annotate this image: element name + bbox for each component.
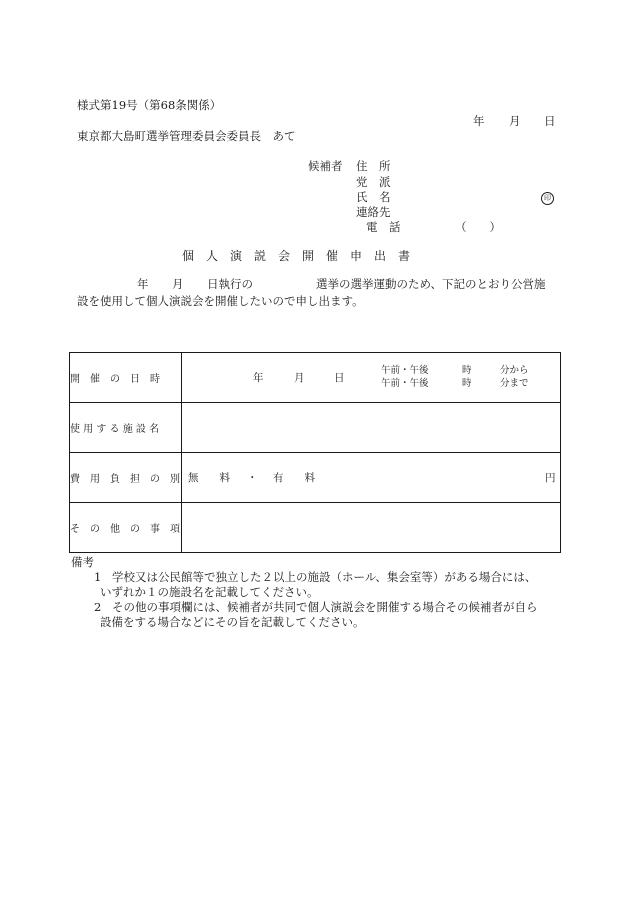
note-2-line-1: その他の事項欄には、候補者が共同で個人演説会を開催する場合その候補者が自ら	[112, 600, 538, 614]
candidate-contact-label: 連絡先	[356, 205, 391, 219]
fee-paid-option[interactable]: 有 料	[273, 472, 315, 484]
form-number: 様式第19号（第68条関係）	[77, 98, 222, 112]
table-row	[70, 453, 561, 503]
table-row	[70, 503, 561, 553]
other-field[interactable]	[182, 503, 561, 553]
dt-minute-to: 分まで	[500, 378, 529, 389]
note-1-line-2: いずれか１の施設名を記載してください。	[100, 585, 319, 599]
note-2-number: 2	[94, 600, 102, 614]
candidate-phone-label: 電 話	[366, 220, 401, 234]
candidate-phone-paren: （ ）	[455, 220, 501, 234]
dt-ampm-start: 午前・午後	[381, 365, 429, 376]
document-title: 個 人 演 説 会 開 催 申 出 書	[182, 249, 411, 263]
row-label-facility: 使 用 す る 施 設 名	[70, 403, 182, 453]
dt-month: 月	[294, 372, 305, 384]
dt-hour-start: 時	[462, 365, 472, 376]
table-row	[70, 353, 561, 403]
body-year: 年	[137, 277, 149, 291]
candidate-address-label: 住 所	[356, 159, 391, 173]
datetime-field[interactable]	[182, 353, 561, 403]
application-table	[69, 352, 561, 553]
body-line2: 設を使用して個人演説会を開催したいので申し出ます。	[77, 294, 364, 308]
addressee: 東京都大島町選挙管理委員会委員長 あて	[77, 129, 296, 143]
note-2-line-2: 設備をする場合などにその旨を記載してください。	[100, 615, 365, 629]
notes-heading: 備考	[71, 555, 94, 569]
facility-field[interactable]	[182, 403, 561, 453]
dt-ampm-end: 午前・午後	[381, 378, 429, 389]
row-label-other: そ の 他 の 事 項	[70, 503, 182, 553]
body-month: 月	[172, 277, 184, 291]
candidate-name-label: 氏 名	[356, 190, 391, 204]
table-row	[70, 403, 561, 453]
fee-field[interactable]	[182, 453, 561, 503]
dt-day: 日	[334, 372, 345, 384]
body-day-exec: 日執行の	[207, 277, 253, 291]
row-label-fee: 費 用 負 担 の 別	[70, 453, 182, 503]
fee-free-option[interactable]: 無 料	[188, 472, 230, 484]
date-year: 年	[473, 114, 485, 128]
body-election: 選挙の選挙運動のため、下記のとおり公営施	[316, 277, 546, 291]
fee-separator: ・	[247, 472, 258, 484]
row-label-datetime: 開 催 の 日 時	[70, 353, 182, 403]
seal-icon: 印	[541, 191, 554, 205]
candidate-party-label: 党 派	[356, 175, 391, 189]
fee-yen: 円	[545, 472, 556, 484]
date-day: 日	[544, 114, 556, 128]
dt-hour-end: 時	[462, 378, 472, 389]
dt-minute-from: 分から	[500, 365, 529, 376]
dt-year: 年	[253, 372, 264, 384]
note-1-number: 1	[94, 570, 102, 584]
note-1-line-1: 学校又は公民館等で独立した２以上の施設（ホール、集会室等）がある場合には、	[112, 570, 537, 584]
candidate-label: 候補者	[308, 159, 343, 173]
date-month: 月	[509, 114, 521, 128]
